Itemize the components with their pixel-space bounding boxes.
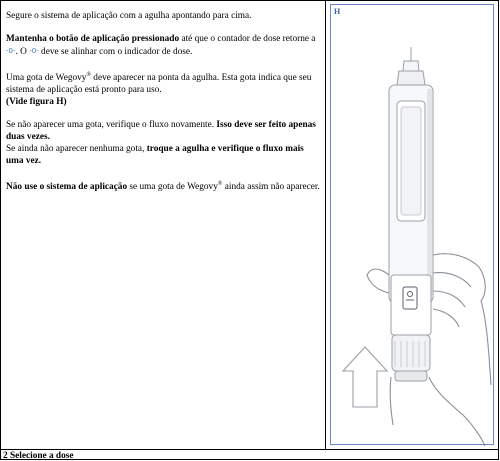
figure-h-panel — [330, 4, 494, 445]
press-button-emphasis: Mantenha o botão de aplicação pressionado — [6, 34, 180, 44]
section-heading: 2 Selecione a dose — [3, 451, 74, 461]
needle-hub-icon — [403, 61, 419, 71]
column-divider — [325, 0, 326, 449]
dose-zero-icon: -0- — [6, 47, 16, 55]
instruction-text — [6, 10, 322, 193]
dose-zero-icon: -0- — [29, 47, 39, 55]
up-arrow-icon — [343, 347, 387, 407]
paragraph-do-not-use: Não use o sistema de aplicação se uma gota de Wegovy® ainda assim não aparecer. — [6, 181, 320, 193]
row-divider — [0, 449, 499, 450]
paragraph-hold-upright: Segure o sistema de aplicação com a agulha apontando para cima. — [6, 11, 252, 21]
figure-reference: (Vide figura H) — [6, 97, 67, 108]
paragraph-press-button: Mantenha o botão de aplicação pressionado até que o contador de dose retorne a -0-. O -0- deve se alinhar com o indicador de dose. — [6, 34, 316, 57]
figure-label: H — [334, 7, 341, 16]
paragraph-no-drop: Se não aparecer uma gota, verifique o fluxo novamente. Isso deve ser feito apenas duas vezes. Se ainda não aparecer nenhuma gota, troque a agulha e verifique o fluxo mais uma vez. — [6, 120, 316, 167]
dose-button-icon — [392, 335, 430, 371]
paragraph-drop-appears: Uma gota de Wegovy® deve aparecer na ponta da agulha. Esta gota indica que seu sistema de aplicação está pronto para uso. (Vide figura H) — [6, 72, 312, 108]
pen-illustration — [331, 5, 495, 446]
